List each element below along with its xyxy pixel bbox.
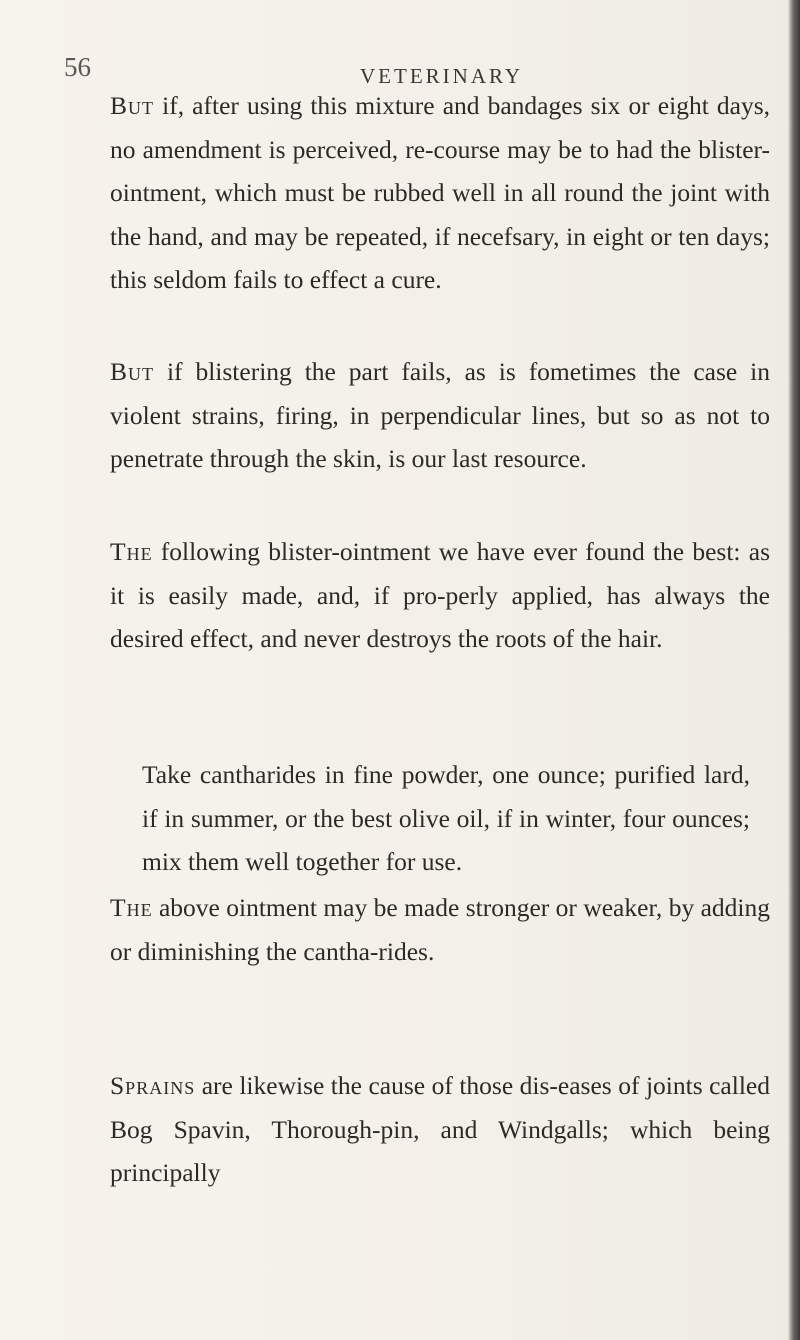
recipe-paragraph bbox=[142, 753, 750, 884]
paragraph-text: if, after using this mixture and bandages six or eight days, no amendment is perceived, re-course may be to had the blister-ointment, which must be rubbed well in all round the joint with the hand, and may be repeated, if necefsary, in eight or ten days; this seldom fails to effect a cure. bbox=[110, 91, 770, 295]
paragraph-ointment-intro bbox=[110, 530, 770, 661]
paragraph-blister-remedy bbox=[110, 84, 770, 302]
paragraph-lead-word: But bbox=[110, 357, 155, 386]
paragraph-sprains bbox=[110, 1064, 770, 1195]
page-edge-shadow bbox=[788, 0, 800, 1340]
paragraph-lead-word: Sprains bbox=[110, 1071, 196, 1100]
paragraph-text: are likewise the cause of those dis-eases of joints called Bog Spavin, Thorough-pin, and Windgalls; which being principally bbox=[110, 1071, 770, 1188]
paragraph-text: Take cantharides in fine powder, one ounce; purified lard, if in summer, or the best olive oil, if in winter, four ounces; mix them well together for use. bbox=[142, 760, 750, 877]
paragraph-lead-word: The bbox=[110, 893, 153, 922]
paragraph-lead-word: But bbox=[110, 91, 155, 120]
paragraph-ointment-strength bbox=[110, 886, 770, 973]
paragraph-lead-word: The bbox=[110, 537, 153, 566]
paragraph-text: if blistering the part fails, as is fometimes the case in violent strains, firing, in perpendicular lines, but so as not to penetrate through the skin, is our last resource. bbox=[110, 357, 770, 474]
page-number: 56 bbox=[64, 52, 91, 82]
running-title: VETERINARY bbox=[360, 64, 523, 88]
paragraph-firing bbox=[110, 350, 770, 481]
paragraph-text: above ointment may be made stronger or weaker, by adding or diminishing the cantha-rides. bbox=[110, 893, 770, 966]
paragraph-text: following blister-ointment we have ever found the best: as it is easily made, and, if pro-perly applied, has always the desired effect, and never destroys the roots of the hair. bbox=[110, 537, 770, 654]
